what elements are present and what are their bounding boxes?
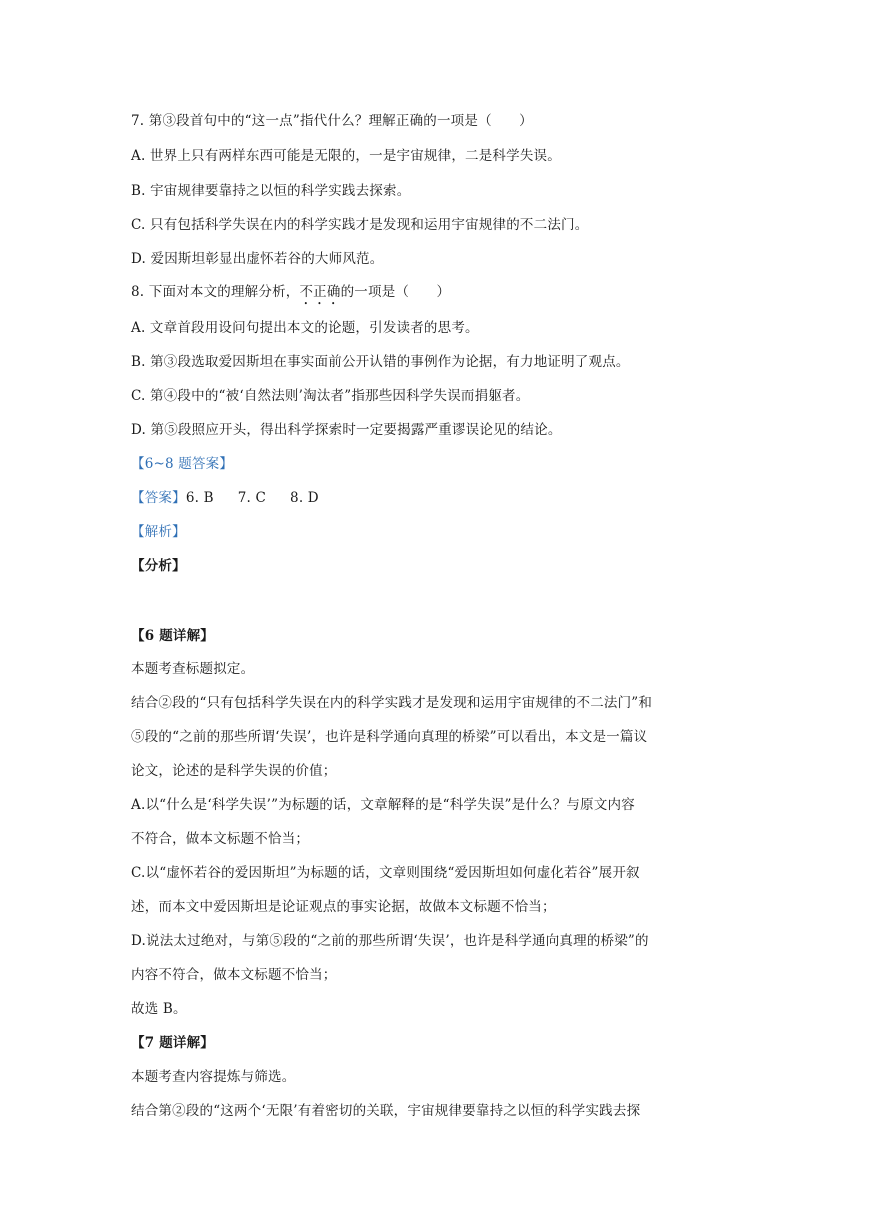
q7-detail-header: 【7 题详解】 — [131, 1035, 214, 1051]
q6-detail-line: ⑤段的“之前的那些所谓‘失误’，也许是科学通向真理的桥梁”可以看出，本文是一篇议 — [131, 729, 648, 745]
q8-option-d: D. 第⑤段照应开头，得出科学探索时一定要揭露严重谬误论见的结论。 — [131, 422, 562, 438]
q8-option-b: B. 第③段选取爱因斯坦在事实面前公开认错的事例作为论据，有力地证明了观点。 — [131, 354, 630, 370]
q7-detail-line: 本题考查内容提炼与筛选。 — [131, 1069, 296, 1085]
q8-stem-suffix: 的一项是（ ） — [340, 284, 451, 300]
q7-option-b: B. 宇宙规律要靠持之以恒的科学实践去探索。 — [131, 183, 411, 199]
q6-detail-line: 内容不符合，做本文标题不恰当； — [131, 967, 337, 983]
q6-detail-line: 论文，论述的是科学失误的价值； — [131, 763, 337, 779]
analysis-header: 【解析】 — [131, 524, 186, 540]
q6-detail-line: 本题考查标题拟定。 — [131, 661, 255, 677]
q6-detail-line: C.以“虚怀若谷的爱因斯坦”为标题的话，文章则围绕“爱因斯坦如何虚化若谷”展开叙 — [131, 865, 640, 881]
answer-line — [131, 489, 743, 507]
q6-detail-line: 故选 B。 — [131, 1001, 187, 1017]
q7-option-d: D. 爱因斯坦彰显出虚怀若谷的大师风范。 — [131, 251, 384, 267]
q6-detail-line: 述，而本文中爱因斯坦是论证观点的事实论据，故做本文标题不恰当； — [131, 899, 556, 915]
q7-stem: 7. 第③段首句中的“这一点”指代什么？理解正确的一项是（ ） — [131, 113, 533, 129]
q6-detail-line: A.以“什么是‘科学失误’”为标题的话，文章解释的是“科学失误”是什么？与原文内容 — [131, 797, 635, 813]
answer-6: 6. B — [185, 490, 214, 506]
q7-option-a: A. 世界上只有两样东西可能是无限的，一是宇宙规律，二是科学失误。 — [131, 148, 561, 164]
q6-detail-line: 结合②段的“只有包括科学失误在内的科学实践才是发现和运用宇宙规律的不二法门”和 — [131, 695, 653, 711]
q7-detail-line: 结合第②段的“这两个‘无限’有着密切的关联，宇宙规律要靠持之以恒的科学实践去探 — [131, 1103, 641, 1119]
q6-detail-header: 【6 题详解】 — [131, 628, 214, 644]
q8-stem-prefix: 8. 下面对本文的理解分析， — [131, 284, 300, 300]
fenxi-header: 【分析】 — [131, 558, 186, 574]
q8-stem-emphasis: 不正确 — [299, 284, 341, 300]
q7-option-c: C. 只有包括科学失误在内的科学实践才是发现和运用宇宙规律的不二法门。 — [131, 217, 589, 233]
q6-detail-line: 不符合，做本文标题不恰当； — [131, 831, 310, 847]
q8-option-c: C. 第④段中的“被‘自然法则’淘汰者”指那些因科学失误而捐躯者。 — [131, 388, 530, 404]
q8-option-a: A. 文章首段用设问句提出本文的论题，引发读者的思考。 — [131, 320, 479, 336]
answer-section-header: 【6~8 题答案】 — [131, 456, 234, 472]
answer-7: 7. C — [237, 490, 267, 506]
answer-label: 【答案】 — [131, 490, 186, 506]
answer-8: 8. D — [290, 490, 319, 506]
q8-stem — [131, 283, 743, 308]
q6-detail-line: D.说法太过绝对，与第⑤段的“之前的那些所谓‘失误’，也许是科学通向真理的桥梁”的 — [131, 933, 649, 949]
